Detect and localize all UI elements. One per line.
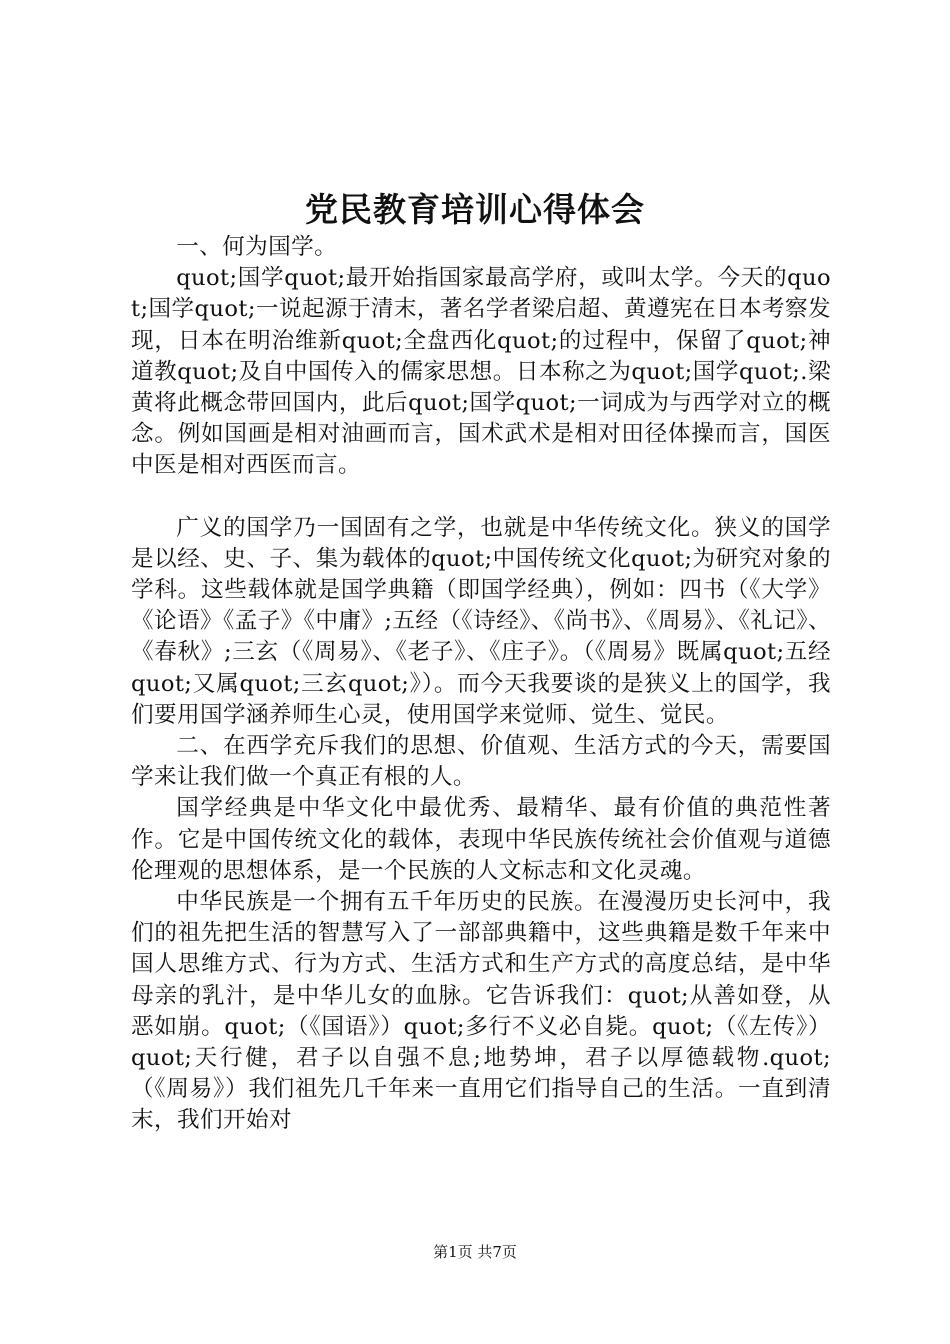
paragraph-guoxue-origin: quot;国学quot;最开始指国家最高学府，或叫太学。今天的quot;国学quot;一说起源于清末，著名学者梁启超、黄遵宪在日本考察发现，日本在明治维新quot;全盘西化quot;的过程中，保留了quot;神道教quot;及自中国传入的儒家思想。日本称之为quot;国学quot;.梁黄将此概念带回国内，此后quot;国学quot;一词成为与西学对立的概念。例如国画是相对油画而言，国术武术是相对田径体操而言，国医中医是相对西医而言。 xyxy=(131,265,831,479)
section-heading-2: 二、在西学充斥我们的思想、价值观、生活方式的今天，需要国学来让我们做一个真正有根的人。 xyxy=(131,733,831,791)
document-body xyxy=(131,232,831,1137)
paragraph-classics: 国学经典是中华文化中最优秀、最精华、最有价值的典范性著作。它是中国传统文化的载体，表现中华民族传统社会价值观与道德伦理观的思想体系，是一个民族的人文标志和文化灵魂。 xyxy=(131,795,831,884)
paragraph-guoxue-definition: 广义的国学乃一国固有之学，也就是中华传统文化。狭义的国学是以经、史、子、集为载体的quot;中国传统文化quot;为研究对象的学科。这些载体就是国学典籍（即国学经典），例如：四书（《大学》《论语》《孟子》《中庸》;五经（《诗经》、《尚书》、《周易》、《礼记》、《春秋》;三玄（《周易》、《老子》、《庄子》。（《周易》既属quot;五经quot;又属quot;三玄quot;》）。而今天我要谈的是狭义上的国学，我们要用国学涵养师生心灵，使用国学来觉师、觉生、觉民。 xyxy=(131,514,831,728)
document-title: 党民教育培训心得体会 xyxy=(305,190,645,229)
section-heading-1: 一、何为国学。 xyxy=(176,234,338,260)
page-number-footer: 第1页 共7页 xyxy=(433,1243,517,1261)
paragraph-history: 中华民族是一个拥有五千年历史的民族。在漫漫历史长河中，我们的祖先把生活的智慧写入了一部部典籍中，这些典籍是数千年来中国人思维方式、行为方式、生活方式和生产方式的高度总结，是中华母亲的乳汁，是中华儿女的血脉。它告诉我们：quot;从善如登，从恶如崩。quot;（《国语》）quot;多行不义必自毙。quot;（《左传》）quot;天行健，君子以自强不息;地势坤，君子以厚德载物.quot;（《周易》）我们祖先几千年来一直用它们指导自己的生活。一直到清末，我们开始对 xyxy=(131,889,831,1134)
